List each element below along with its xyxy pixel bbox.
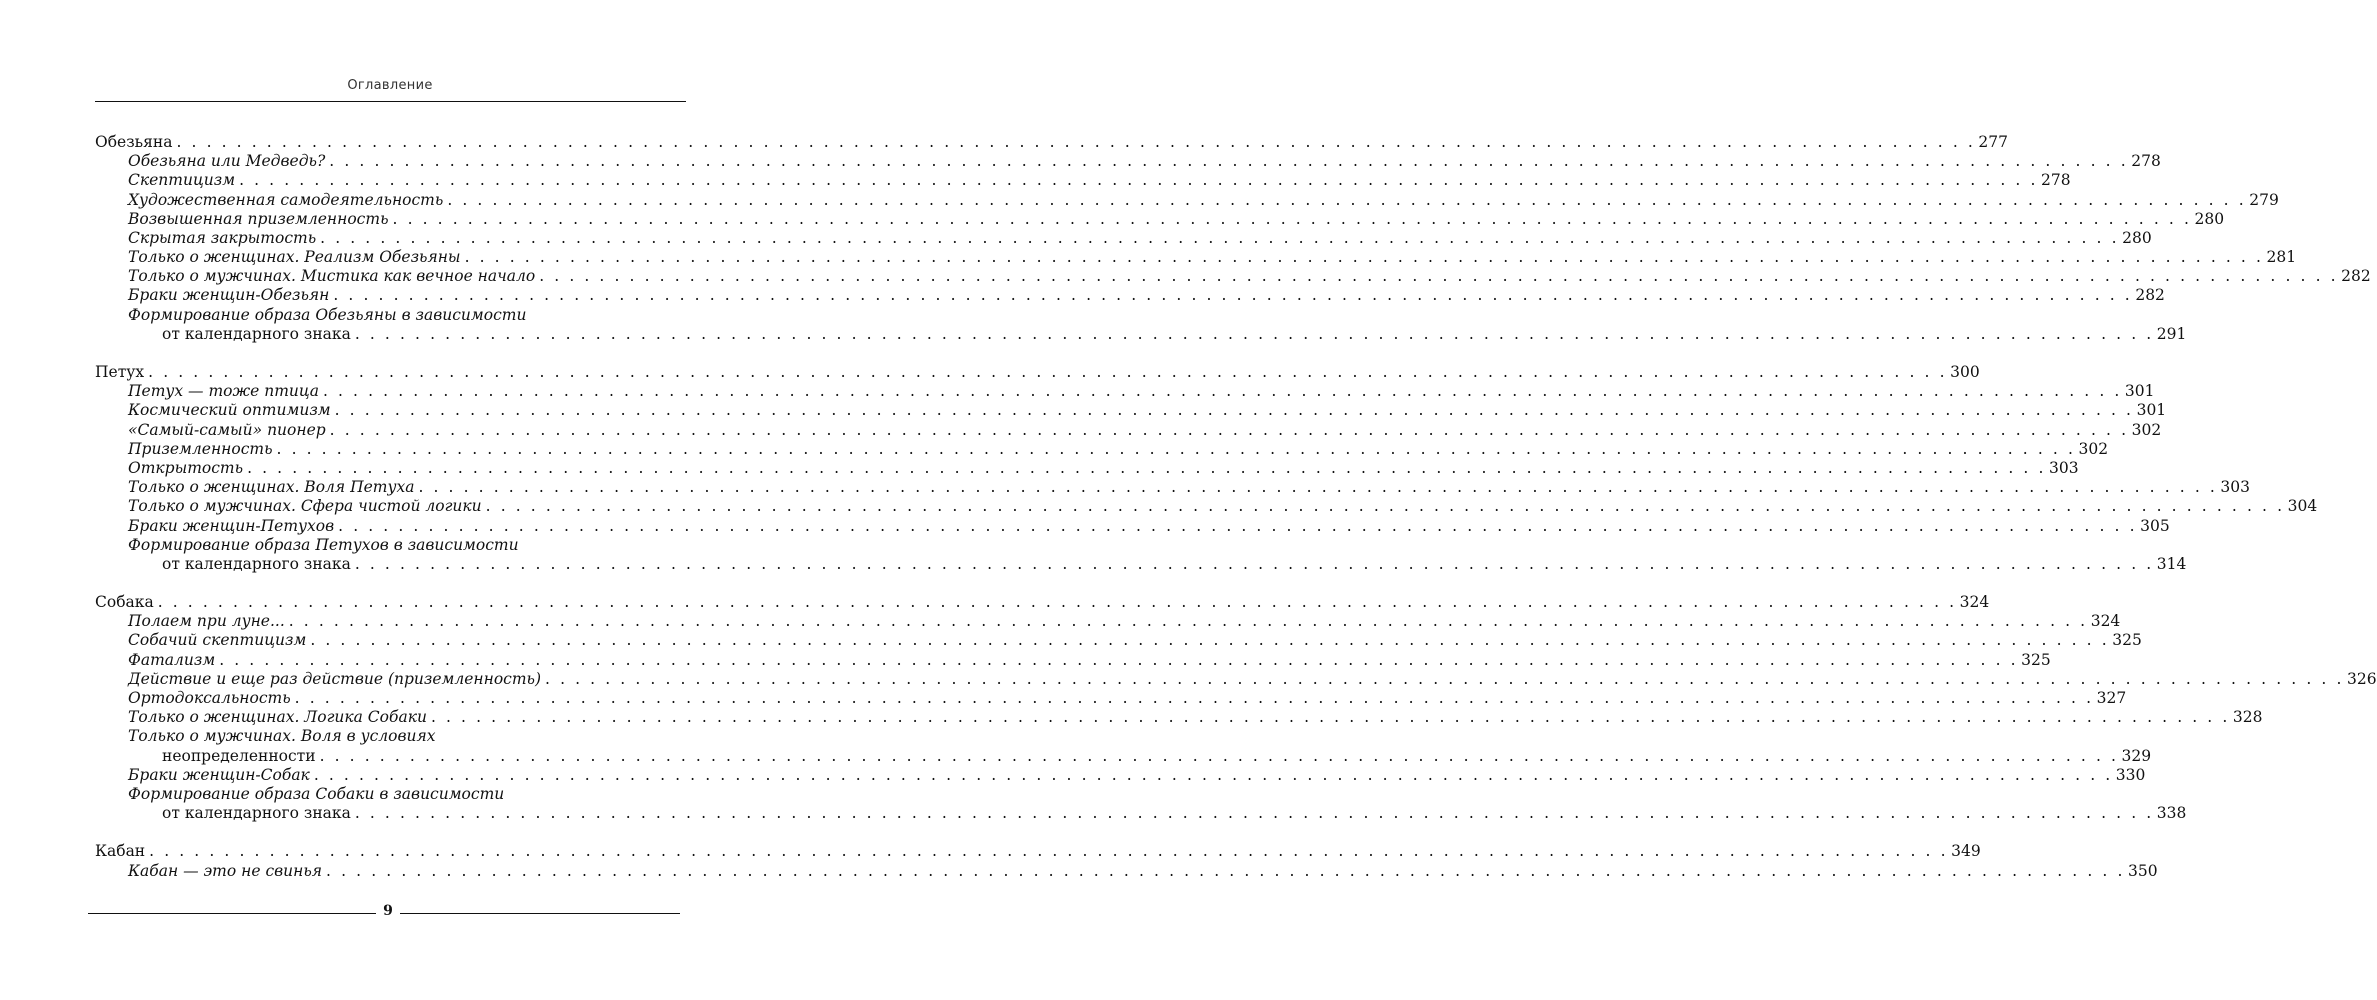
toc-subentry-continuation-page: 338 — [2156, 804, 2187, 823]
toc-subentry-title: Полаем при луне... — [128, 612, 285, 631]
toc-subentry-title: Только о женщинах. Реализм Обезьяны — [128, 248, 461, 267]
dot-leader: . . . . . . . . . . . . . . . . . . . . . . . . . . . . . . . . . . . . . . . . . . . . . . . . . . . . . . . . . . . . . . . . . . . . . . . . . . . . . . . . . . . . . . . . . . . . . . . . . . . . . . . . . . . . . . . . . . . . . . . . — [354, 554, 2154, 573]
toc-chapter-entry-page: 349 — [1951, 842, 1981, 861]
toc-subentry — [95, 478, 2250, 497]
toc-subentry-page: 281 — [2266, 248, 2297, 267]
toc-subentry — [95, 458, 2079, 478]
dot-leader: . . . . . . . . . . . . . . . . . . . . . . . . . . . . . . . . . . . . . . . . . . . . . . . . . . . . . . . . . . . . . . . . . . . . . . . . . . . . . . . . . . . . . . . . . . . . . . . . . . . . . . . . . . . . . . . . . . . . . . . . — [157, 593, 1957, 612]
toc-subentry-page: 304 — [2287, 497, 2318, 516]
toc-subentry-page: 325 — [2112, 631, 2142, 650]
dot-leader: . . . . . . . . . . . . . . . . . . . . . . . . . . . . . . . . . . . . . . . . . . . . . . . . . . . . . . . . . . . . . . . . . . . . . . . . . . . . . . . . . . . . . . . . . . . . . . . . . . . . . . . . . . . . . . . . . . . . . . . . — [326, 861, 2125, 880]
dot-leader: . . . . . . . . . . . . . . . . . . . . . . . . . . . . . . . . . . . . . . . . . . . . . . . . . . . . . . . . . . . . . . . . . . . . . . . . . . . . . . . . . . . . . . . . . . . . . . . . . . . . . . . . . . . . . . . . . . . . . . . . — [288, 612, 2088, 631]
footer-rule-left — [88, 913, 376, 914]
toc-subentry — [95, 152, 2161, 171]
dot-leader: . . . . . . . . . . . . . . . . . . . . . . . . . . . . . . . . . . . . . . . . . . . . . . . . . . . . . . . . . . . . . . . . . . . . . . . . . . . . . . . . . . . . . . . . . . . . . . . . . . . . . . . . . . . . . . . . . . . . . . . . — [392, 209, 2192, 228]
toc-subentry — [95, 497, 2318, 516]
toc-subentry — [95, 286, 2165, 306]
toc-subentry — [95, 536, 686, 555]
toc-section — [95, 363, 2318, 574]
toc-subentry — [95, 190, 2279, 210]
dot-leader: . . . . . . . . . . . . . . . . . . . . . . . . . . . . . . . . . . . . . . . . . . . . . . . . . . . . . . . . . . . . . . . . . . . . . . . . . . . . . . . . . . . . . . . . . . . . . . . . . . . . . . . . . . . . . . . . . . . . . . . . — [239, 171, 2039, 190]
dot-leader: . . . . . . . . . . . . . . . . . . . . . . . . . . . . . . . . . . . . . . . . . . . . . . . . . . . . . . . . . . . . . . . . . . . . . . . . . . . . . . . . . . . . . . . . . . . . . . . . . . . . . . . . . . . . . . . . . . . . . . . . — [418, 478, 2218, 497]
toc-subentry — [95, 631, 2142, 651]
dot-leader: . . . . . . . . . . . . . . . . . . . . . . . . . . . . . . . . . . . . . . . . . . . . . . . . . . . . . . . . . . . . . . . . . . . . . . . . . . . . . . . . . . . . . . . . . . . . . . . . . . . . . . . . . . . . . . . . . . . . . . . . — [430, 708, 2230, 727]
toc-subentry-title: Петух — тоже птица — [128, 382, 319, 401]
toc-subentry-page: 305 — [2140, 516, 2170, 535]
dot-leader: . . . . . . . . . . . . . . . . . . . . . . . . . . . . . . . . . . . . . . . . . . . . . . . . . . . . . . . . . . . . . . . . . . . . . . . . . . . . . . . . . . . . . . . . . . . . . . . . . . . . . . . . . . . . . . . . . . . . . . . . — [333, 286, 2133, 305]
dot-leader: . . . . . . . . . . . . . . . . . . . . . . . . . . . . . . . . . . . . . . . . . . . . . . . . . . . . . . . . . . . . . . . . . . . . . . . . . . . . . . . . . . . . . . . . . . . . . . . . . . . . . . . . . . . . . . . . . . . . . . . . — [176, 132, 1976, 151]
toc-subentry-page: 325 — [2021, 650, 2051, 669]
toc-subentry-title: Кабан — это не свинья — [128, 861, 323, 880]
toc-subentry-title: Открытость — [128, 458, 244, 477]
toc-subentry-title: Только о женщинах. Воля Петуха — [128, 478, 415, 497]
dot-leader: . . . . . . . . . . . . . . . . . . . . . . . . . . . . . . . . . . . . . . . . . . . . . . . . . . . . . . . . . . . . . . . . . . . . . . . . . . . . . . . . . . . . . . . . . . . . . . . . . . . . . . . . . . . . . . . . . . . . . . . . — [447, 190, 2247, 209]
dot-leader: . . . . . . . . . . . . . . . . . . . . . . . . . . . . . . . . . . . . . . . . . . . . . . . . . . . . . . . . . . . . . . . . . . . . . . . . . . . . . . . . . . . . . . . . . . . . . . . . . . . . . . . . . . . . . . . . . . . . . . . . — [539, 267, 2339, 286]
toc-subentry — [95, 612, 2121, 631]
dot-leader: . . . . . . . . . . . . . . . . . . . . . . . . . . . . . . . . . . . . . . . . . . . . . . . . . . . . . . . . . . . . . . . . . . . . . . . . . . . . . . . . . . . . . . . . . . . . . . . . . . . . . . . . . . . . . . . . . . . . . . . . — [545, 669, 2344, 688]
toc-subentry-title: «Самый-самый» пионер — [128, 420, 326, 439]
toc-subentry-page: 326 — [2346, 669, 2377, 688]
toc-subentry-continuation-title: неопределенности — [162, 746, 316, 765]
toc-subentry-page: 278 — [2041, 171, 2071, 190]
header-rule — [95, 101, 686, 102]
toc-subentry — [95, 171, 2071, 190]
toc-chapter-entry-title: Обезьяна — [95, 132, 173, 151]
toc-subentry-title: Действие и еще раз действие (приземленность) — [128, 669, 542, 688]
toc-subentry — [95, 727, 686, 746]
toc-subentry — [95, 785, 686, 804]
toc-subentry-title: Художественная самодеятельность — [128, 190, 444, 209]
toc-subentry-continuation-title: от календарного знака — [162, 554, 351, 573]
dot-leader: . . . . . . . . . . . . . . . . . . . . . . . . . . . . . . . . . . . . . . . . . . . . . . . . . . . . . . . . . . . . . . . . . . . . . . . . . . . . . . . . . . . . . . . . . . . . . . . . . . . . . . . . . . . . . . . . . . . . . . . . — [329, 152, 2129, 171]
dot-leader: . . . . . . . . . . . . . . . . . . . . . . . . . . . . . . . . . . . . . . . . . . . . . . . . . . . . . . . . . . . . . . . . . . . . . . . . . . . . . . . . . . . . . . . . . . . . . . . . . . . . . . . . . . . . . . . . . . . . . . . . — [320, 228, 2120, 247]
toc-section — [95, 593, 2377, 823]
toc-subentry-page: 302 — [2078, 439, 2109, 458]
running-header-title: Оглавление — [347, 78, 433, 93]
toc-subentry-page: 282 — [2135, 286, 2165, 305]
toc-subentry — [95, 669, 2377, 689]
toc-chapter-entry — [95, 363, 1980, 382]
page-number: 9 — [383, 903, 393, 919]
toc-subentry-title: Только о мужчинах. Воля в условиях — [128, 727, 436, 746]
toc-subentry-page: 282 — [2341, 267, 2371, 286]
toc-subentry-title: Браки женщин-Собак — [128, 765, 310, 784]
dot-leader: . . . . . . . . . . . . . . . . . . . . . . . . . . . . . . . . . . . . . . . . . . . . . . . . . . . . . . . . . . . . . . . . . . . . . . . . . . . . . . . . . . . . . . . . . . . . . . . . . . . . . . . . . . . . . . . . . . . . . . . . — [319, 746, 2119, 765]
toc-subentry — [95, 248, 2297, 267]
toc-subentry-page: 303 — [2220, 478, 2250, 497]
dot-leader: . . . . . . . . . . . . . . . . . . . . . . . . . . . . . . . . . . . . . . . . . . . . . . . . . . . . . . . . . . . . . . . . . . . . . . . . . . . . . . . . . . . . . . . . . . . . . . . . . . . . . . . . . . . . . . . . . . . . . . . . — [276, 439, 2076, 458]
toc-subentry-page: 302 — [2131, 420, 2162, 439]
dot-leader: . . . . . . . . . . . . . . . . . . . . . . . . . . . . . . . . . . . . . . . . . . . . . . . . . . . . . . . . . . . . . . . . . . . . . . . . . . . . . . . . . . . . . . . . . . . . . . . . . . . . . . . . . . . . . . . . . . . . . . . . — [334, 401, 2134, 420]
toc-subentry — [95, 209, 2225, 229]
toc-subentry-page: 324 — [2090, 612, 2121, 631]
toc-subentry-title: Браки женщин-Обезьян — [128, 286, 330, 305]
toc-subentry — [95, 765, 2146, 785]
dot-leader: . . . . . . . . . . . . . . . . . . . . . . . . . . . . . . . . . . . . . . . . . . . . . . . . . . . . . . . . . . . . . . . . . . . . . . . . . . . . . . . . . . . . . . . . . . . . . . . . . . . . . . . . . . . . . . . . . . . . . . . . — [313, 765, 2113, 784]
toc-subentry-continuation — [95, 554, 2187, 574]
toc-subentry-page: 327 — [2096, 689, 2127, 708]
toc-subentry — [95, 439, 2109, 459]
toc-subentry — [95, 228, 2152, 248]
dot-leader: . . . . . . . . . . . . . . . . . . . . . . . . . . . . . . . . . . . . . . . . . . . . . . . . . . . . . . . . . . . . . . . . . . . . . . . . . . . . . . . . . . . . . . . . . . . . . . . . . . . . . . . . . . . . . . . . . . . . . . . . — [310, 631, 2110, 650]
toc-subentry-continuation-page: 314 — [2156, 554, 2187, 573]
toc-subentry-title: Формирование образа Собаки в зависимости — [128, 784, 505, 803]
toc-chapter-entry-page: 277 — [1978, 132, 2009, 151]
dot-leader: . . . . . . . . . . . . . . . . . . . . . . . . . . . . . . . . . . . . . . . . . . . . . . . . . . . . . . . . . . . . . . . . . . . . . . . . . . . . . . . . . . . . . . . . . . . . . . . . . . . . . . . . . . . . . . . . . . . . . . . . — [149, 842, 1949, 861]
toc-subentry — [95, 861, 2158, 881]
dot-leader: . . . . . . . . . . . . . . . . . . . . . . . . . . . . . . . . . . . . . . . . . . . . . . . . . . . . . . . . . . . . . . . . . . . . . . . . . . . . . . . . . . . . . . . . . . . . . . . . . . . . . . . . . . . . . . . . . . . . . . . . — [148, 363, 1948, 382]
toc-section — [95, 842, 2158, 880]
toc-subentry-page: 330 — [2115, 765, 2146, 784]
toc-subentry-continuation-title: от календарного знака — [162, 324, 351, 343]
toc-chapter-entry-title: Кабан — [95, 842, 146, 861]
toc-subentry-page: 280 — [2122, 228, 2152, 247]
toc-subentry-continuation-page: 329 — [2121, 746, 2152, 765]
toc-subentry-title: Только о женщинах. Логика Собаки — [128, 708, 427, 727]
toc-subentry-title: Скрытая закрытость — [128, 228, 317, 247]
toc-subentry — [95, 708, 2263, 727]
dot-leader: . . . . . . . . . . . . . . . . . . . . . . . . . . . . . . . . . . . . . . . . . . . . . . . . . . . . . . . . . . . . . . . . . . . . . . . . . . . . . . . . . . . . . . . . . . . . . . . . . . . . . . . . . . . . . . . . . . . . . . . . — [464, 248, 2264, 267]
dot-leader: . . . . . . . . . . . . . . . . . . . . . . . . . . . . . . . . . . . . . . . . . . . . . . . . . . . . . . . . . . . . . . . . . . . . . . . . . . . . . . . . . . . . . . . . . . . . . . . . . . . . . . . . . . . . . . . . . . . . . . . . — [329, 420, 2129, 439]
toc-chapter-entry — [95, 132, 2009, 152]
dot-leader: . . . . . . . . . . . . . . . . . . . . . . . . . . . . . . . . . . . . . . . . . . . . . . . . . . . . . . . . . . . . . . . . . . . . . . . . . . . . . . . . . . . . . . . . . . . . . . . . . . . . . . . . . . . . . . . . . . . . . . . . — [322, 382, 2122, 401]
dot-leader: . . . . . . . . . . . . . . . . . . . . . . . . . . . . . . . . . . . . . . . . . . . . . . . . . . . . . . . . . . . . . . . . . . . . . . . . . . . . . . . . . . . . . . . . . . . . . . . . . . . . . . . . . . . . . . . . . . . . . . . . — [294, 689, 2094, 708]
dot-leader: . . . . . . . . . . . . . . . . . . . . . . . . . . . . . . . . . . . . . . . . . . . . . . . . . . . . . . . . . . . . . . . . . . . . . . . . . . . . . . . . . . . . . . . . . . . . . . . . . . . . . . . . . . . . . . . . . . . . . . . . — [354, 324, 2154, 343]
toc-subentry-title: Обезьяна или Медведь? — [128, 152, 326, 171]
dot-leader: . . . . . . . . . . . . . . . . . . . . . . . . . . . . . . . . . . . . . . . . . . . . . . . . . . . . . . . . . . . . . . . . . . . . . . . . . . . . . . . . . . . . . . . . . . . . . . . . . . . . . . . . . . . . . . . . . . . . . . . . — [219, 650, 2019, 669]
toc-subentry-title: Возвышенная приземленность — [128, 209, 389, 228]
toc-chapter-entry-title: Собака — [95, 593, 154, 612]
toc-subentry — [95, 516, 2170, 536]
toc-subentry-page: 280 — [2194, 209, 2225, 228]
toc-subentry — [95, 382, 2155, 401]
toc-chapter-entry-page: 300 — [1950, 363, 1980, 382]
toc-subentry — [95, 650, 2051, 670]
toc-subentry-title: Ортодоксальность — [128, 689, 291, 708]
toc-subentry-title: Космический оптимизм — [128, 401, 331, 420]
page-footer — [88, 903, 680, 923]
toc-section — [95, 132, 2371, 344]
toc-subentry-title: Формирование образа Обезьяны в зависимости — [128, 305, 527, 324]
table-of-contents — [95, 132, 2377, 900]
toc-subentry-title: Браки женщин-Петухов — [128, 516, 335, 535]
toc-subentry — [95, 420, 2162, 440]
toc-subentry-page: 350 — [2128, 861, 2158, 880]
dot-leader: . . . . . . . . . . . . . . . . . . . . . . . . . . . . . . . . . . . . . . . . . . . . . . . . . . . . . . . . . . . . . . . . . . . . . . . . . . . . . . . . . . . . . . . . . . . . . . . . . . . . . . . . . . . . . . . . . . . . . . . . — [338, 516, 2138, 535]
toc-subentry-page: 303 — [2049, 458, 2079, 477]
toc-subentry-title: Собачий скептицизм — [128, 631, 307, 650]
toc-subentry — [95, 306, 686, 325]
toc-subentry-page: 301 — [2124, 382, 2155, 401]
toc-subentry — [95, 401, 2167, 420]
toc-subentry — [95, 267, 2371, 286]
toc-subentry-page: 279 — [2249, 190, 2279, 209]
toc-subentry-title: Скептицизм — [128, 171, 236, 190]
toc-chapter-entry — [95, 593, 1990, 612]
toc-subentry-continuation — [95, 746, 2152, 766]
toc-subentry-title: Фатализм — [128, 650, 216, 669]
toc-subentry-title: Только о мужчинах. Мистика как вечное начало — [128, 267, 536, 286]
toc-subentry-page: 301 — [2136, 401, 2167, 420]
toc-subentry-continuation — [95, 324, 2187, 344]
toc-subentry — [95, 689, 2127, 708]
toc-subentry-page: 328 — [2232, 708, 2263, 727]
toc-subentry-continuation-title: от календарного знака — [162, 804, 351, 823]
toc-chapter-entry-page: 324 — [1959, 593, 1990, 612]
toc-subentry-continuation — [95, 804, 2187, 823]
toc-subentry-page: 278 — [2131, 152, 2161, 171]
toc-chapter-entry — [95, 842, 1981, 861]
dot-leader: . . . . . . . . . . . . . . . . . . . . . . . . . . . . . . . . . . . . . . . . . . . . . . . . . . . . . . . . . . . . . . . . . . . . . . . . . . . . . . . . . . . . . . . . . . . . . . . . . . . . . . . . . . . . . . . . . . . . . . . . — [247, 458, 2047, 477]
toc-subentry-title: Только о мужчинах. Сфера чистой логики — [128, 497, 482, 516]
dot-leader: . . . . . . . . . . . . . . . . . . . . . . . . . . . . . . . . . . . . . . . . . . . . . . . . . . . . . . . . . . . . . . . . . . . . . . . . . . . . . . . . . . . . . . . . . . . . . . . . . . . . . . . . . . . . . . . . . . . . . . . . — [354, 804, 2154, 823]
toc-subentry-continuation-page: 291 — [2156, 324, 2187, 343]
toc-chapter-entry-title: Петух — [95, 363, 145, 382]
dot-leader: . . . . . . . . . . . . . . . . . . . . . . . . . . . . . . . . . . . . . . . . . . . . . . . . . . . . . . . . . . . . . . . . . . . . . . . . . . . . . . . . . . . . . . . . . . . . . . . . . . . . . . . . . . . . . . . . . . . . . . . . — [485, 497, 2285, 516]
footer-rule-right — [400, 913, 680, 914]
toc-subentry-title: Приземленность — [128, 439, 273, 458]
toc-subentry-title: Формирование образа Петухов в зависимости — [128, 535, 519, 554]
